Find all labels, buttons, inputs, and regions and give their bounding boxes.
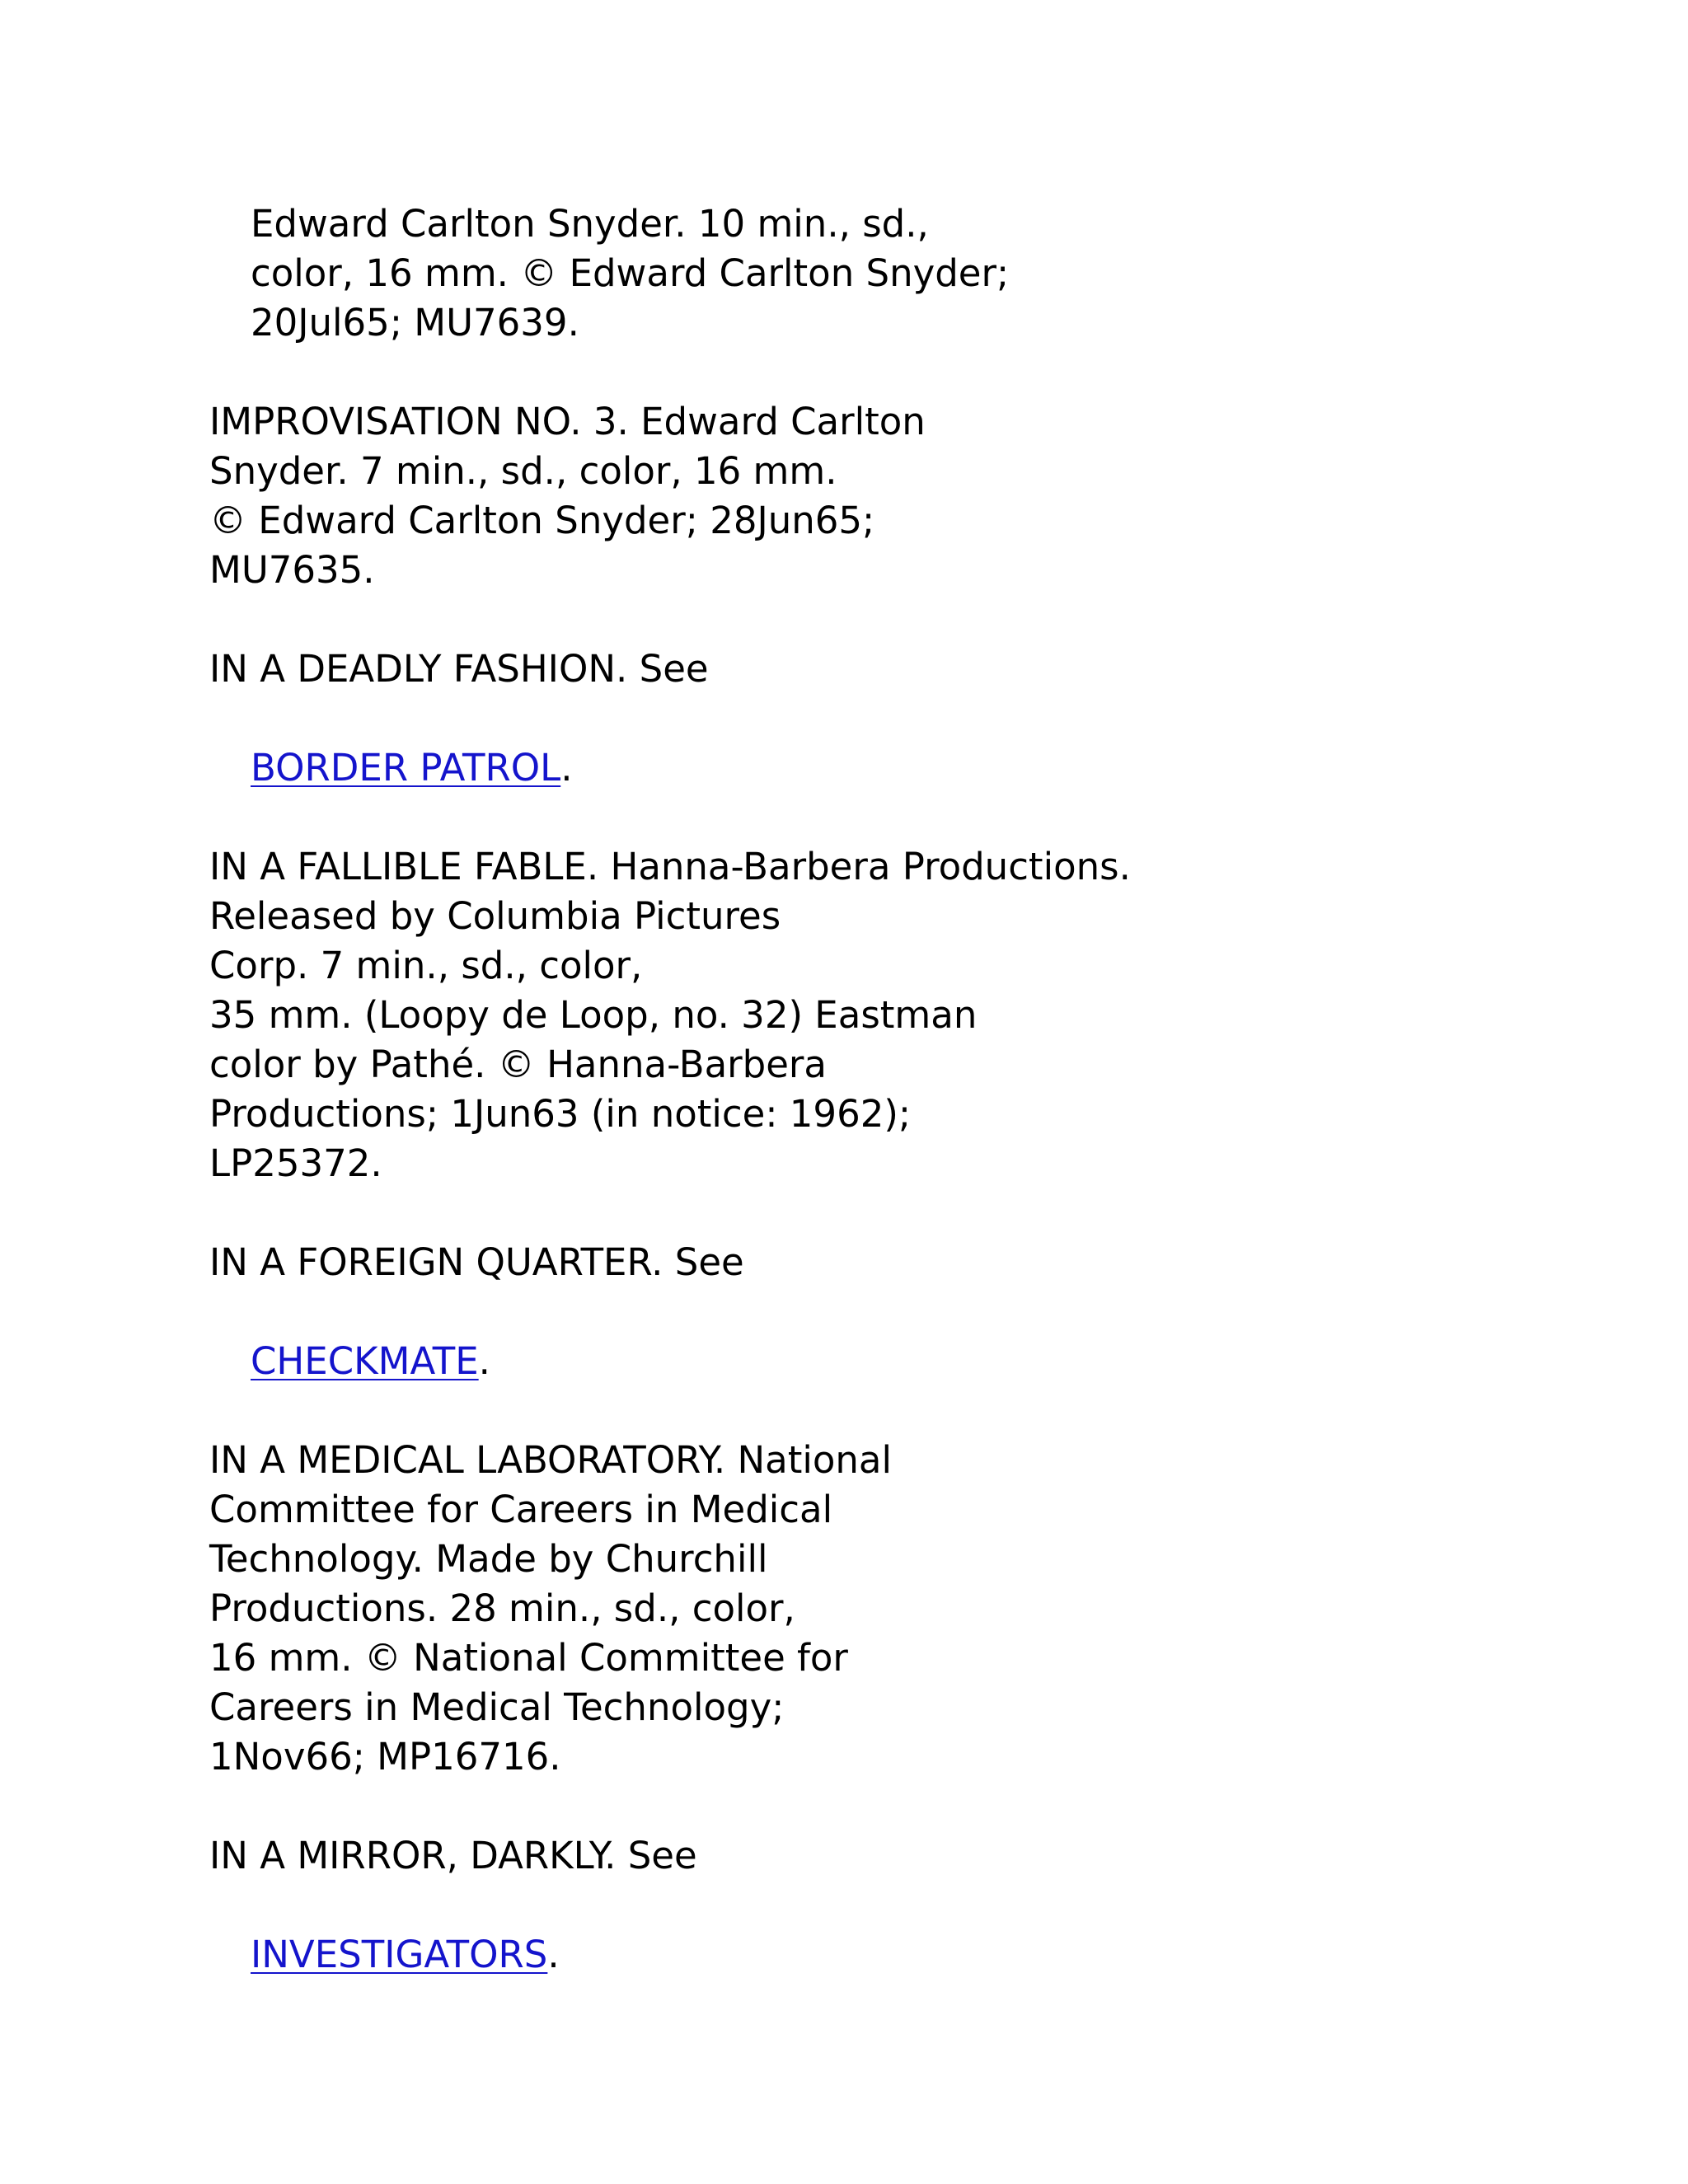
entry-line: Snyder. 7 min., sd., color, 16 mm.: [209, 449, 837, 493]
entry-title-line: IN A MIRROR, DARKLY. See: [209, 1834, 697, 1877]
see-reference: [251, 743, 1528, 793]
entry-line: 1Nov66; MP16716.: [209, 1735, 561, 1779]
entry-line: 16 mm. © National Committee for: [209, 1636, 848, 1680]
entry-title-line: IMPROVISATION NO. 3. Edward Carlton: [209, 400, 926, 443]
entry-line: Edward Carlton Snyder. 10 min., sd.,: [251, 202, 929, 246]
entry-title-line: IN A MEDICAL LABORATORY. National: [209, 1438, 892, 1482]
entry-title-line: IN A FOREIGN QUARTER. See: [209, 1240, 744, 1284]
catalog-entry: [209, 397, 1528, 595]
see-punct: .: [547, 1933, 560, 1976]
entry-line: Careers in Medical Technology;: [209, 1685, 785, 1729]
catalog-entry: [209, 1831, 1528, 1881]
catalog-entry: [209, 199, 1528, 348]
catalog-entry: [209, 1436, 1528, 1782]
entry-line: © Edward Carlton Snyder; 28Jun65;: [209, 499, 875, 542]
entry-line: Released by Columbia Pictures: [209, 894, 781, 938]
entry-line: Committee for Careers in Medical: [209, 1488, 833, 1531]
catalog-entry: [209, 644, 1528, 694]
see-link-border-patrol[interactable]: BORDER PATROL: [251, 746, 561, 790]
catalog-page: [209, 199, 1528, 2029]
see-reference: [251, 1930, 1528, 1980]
see-reference: [251, 1337, 1528, 1386]
entry-title-line: IN A FALLIBLE FABLE. Hanna-Barbera Productions.: [209, 845, 1131, 888]
see-link-investigators[interactable]: INVESTIGATORS: [251, 1933, 548, 1976]
entry-line: color by Pathé. © Hanna-Barbera: [209, 1043, 828, 1086]
see-punct: .: [560, 746, 573, 790]
entry-line: Productions; 1Jun63 (in notice: 1962);: [209, 1092, 912, 1136]
entry-line: Productions. 28 min., sd., color,: [209, 1586, 795, 1630]
see-punct: .: [478, 1339, 490, 1383]
entry-title-line: IN A DEADLY FASHION. See: [209, 647, 709, 691]
entry-line: 35 mm. (Loopy de Loop, no. 32) Eastman: [209, 993, 978, 1037]
entry-line: LP25372.: [209, 1141, 382, 1185]
catalog-entry: [209, 842, 1528, 1188]
entry-line: Technology. Made by Churchill: [209, 1537, 768, 1581]
catalog-entry: [209, 1238, 1528, 1287]
see-link-checkmate[interactable]: CHECKMATE: [251, 1339, 479, 1383]
entry-line: color, 16 mm. © Edward Carlton Snyder;: [251, 251, 1010, 295]
entry-line: Corp. 7 min., sd., color,: [209, 944, 643, 987]
entry-line: MU7635.: [209, 548, 375, 592]
entry-line: 20Jul65; MU7639.: [251, 301, 579, 344]
